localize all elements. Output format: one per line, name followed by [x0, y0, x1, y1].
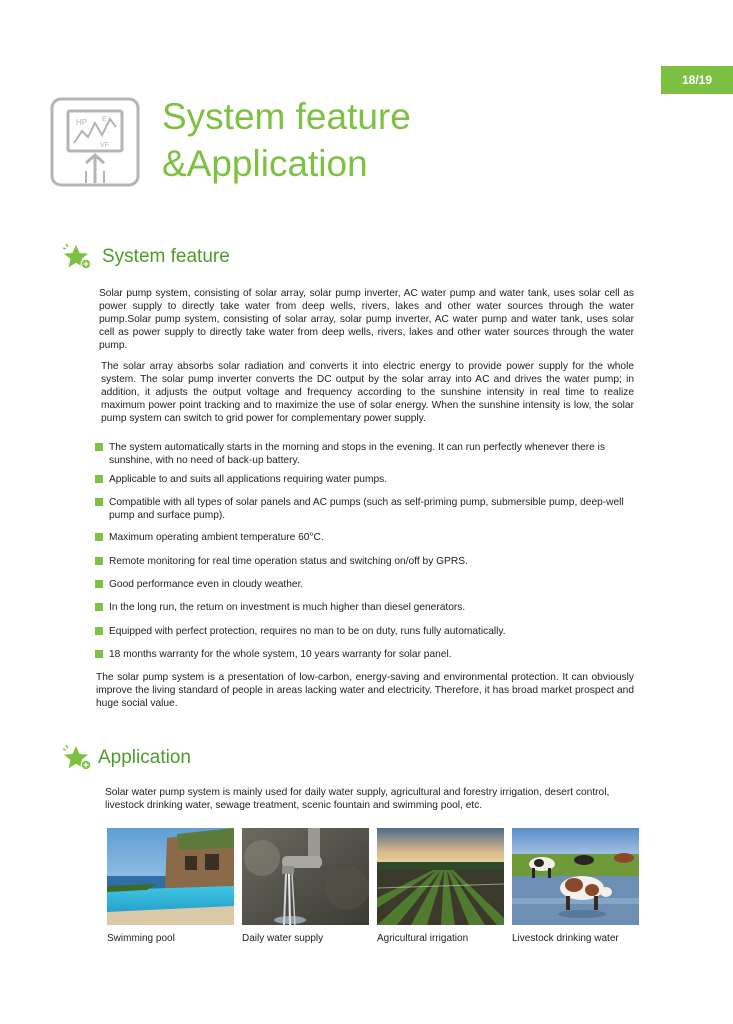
page-number-badge: 18/19: [661, 66, 733, 94]
green-star-icon: [62, 242, 96, 274]
icon-label-hp: HP: [76, 118, 88, 127]
icon-label-vf: VF: [100, 142, 109, 149]
photo-caption: Livestock drinking water: [512, 933, 619, 944]
photo-caption: Swimming pool: [107, 933, 175, 944]
square-bullet-icon: [95, 533, 103, 541]
green-star-icon: [62, 743, 96, 775]
square-bullet-icon: [95, 603, 103, 611]
square-bullet-icon: [95, 498, 103, 506]
section-heading-label: Application: [98, 747, 191, 768]
solar-array-paragraph: The solar array absorbs solar radiation and converts it into electric energy to provide power supply for the whole system. The solar pump inverter converts the DC output by the solar array into AC and drives the water pump; in addition, it adjusts the output voltage and frequency according to the sunshine intensity in real time to realize maximum power point tracking and to maximize the use of solar energy. When the sunshine intensity is low, the solar pump system can switch to grid power for complementary power supply.: [101, 361, 634, 424]
photo-livestock-drinking-water: [512, 828, 639, 925]
photo-daily-water-supply: [242, 828, 369, 925]
photo-agricultural-irrigation: [377, 828, 504, 925]
page-title-line2: &Application: [162, 143, 368, 184]
icon-label-e: E: [102, 116, 107, 123]
section-heading-system-feature: [62, 242, 242, 274]
intro-paragraph: Solar pump system, consisting of solar array, solar pump inverter, AC water pump and water tank, uses solar cell as power supply to directly take water from deep wells, rivers, lakes and other water sources through the water pump.Solar pump system, consisting of solar array, solar pump inverter, AC water pump and water tank, uses solar cell as power supply to directly take water from deep wells, rivers, lakes and other water sources through the water pump.: [99, 288, 634, 351]
photo-swimming-pool: [107, 828, 234, 925]
page-title-line1: System feature: [162, 96, 411, 137]
square-bullet-icon: [95, 650, 103, 658]
square-bullet-icon: [95, 475, 103, 483]
page-title: [162, 93, 411, 187]
chart-monitor-icon: [50, 97, 140, 187]
square-bullet-icon: [95, 443, 103, 451]
closing-paragraph: The solar pump system is a presentation of low-carbon, energy-saving and environmental protection. It can obviously improve the living standard of people in areas lacking water and electricity. Therefore, it has broad market prospect and huge social value.: [96, 672, 634, 709]
square-bullet-icon: [95, 580, 103, 588]
application-description: Solar water pump system is mainly used for daily water supply, agricultural and forestry irrigation, desert control, livestock drinking water, sewage treatment, scenic fountain and swimming pool, etc.: [105, 787, 610, 811]
photo-caption: Daily water supply: [242, 933, 324, 944]
section-heading-application: [62, 743, 222, 775]
square-bullet-icon: [95, 627, 103, 635]
section-heading-label: System feature: [102, 246, 230, 267]
photo-caption: Agricultural irrigation: [377, 933, 469, 944]
square-bullet-icon: [95, 557, 103, 565]
